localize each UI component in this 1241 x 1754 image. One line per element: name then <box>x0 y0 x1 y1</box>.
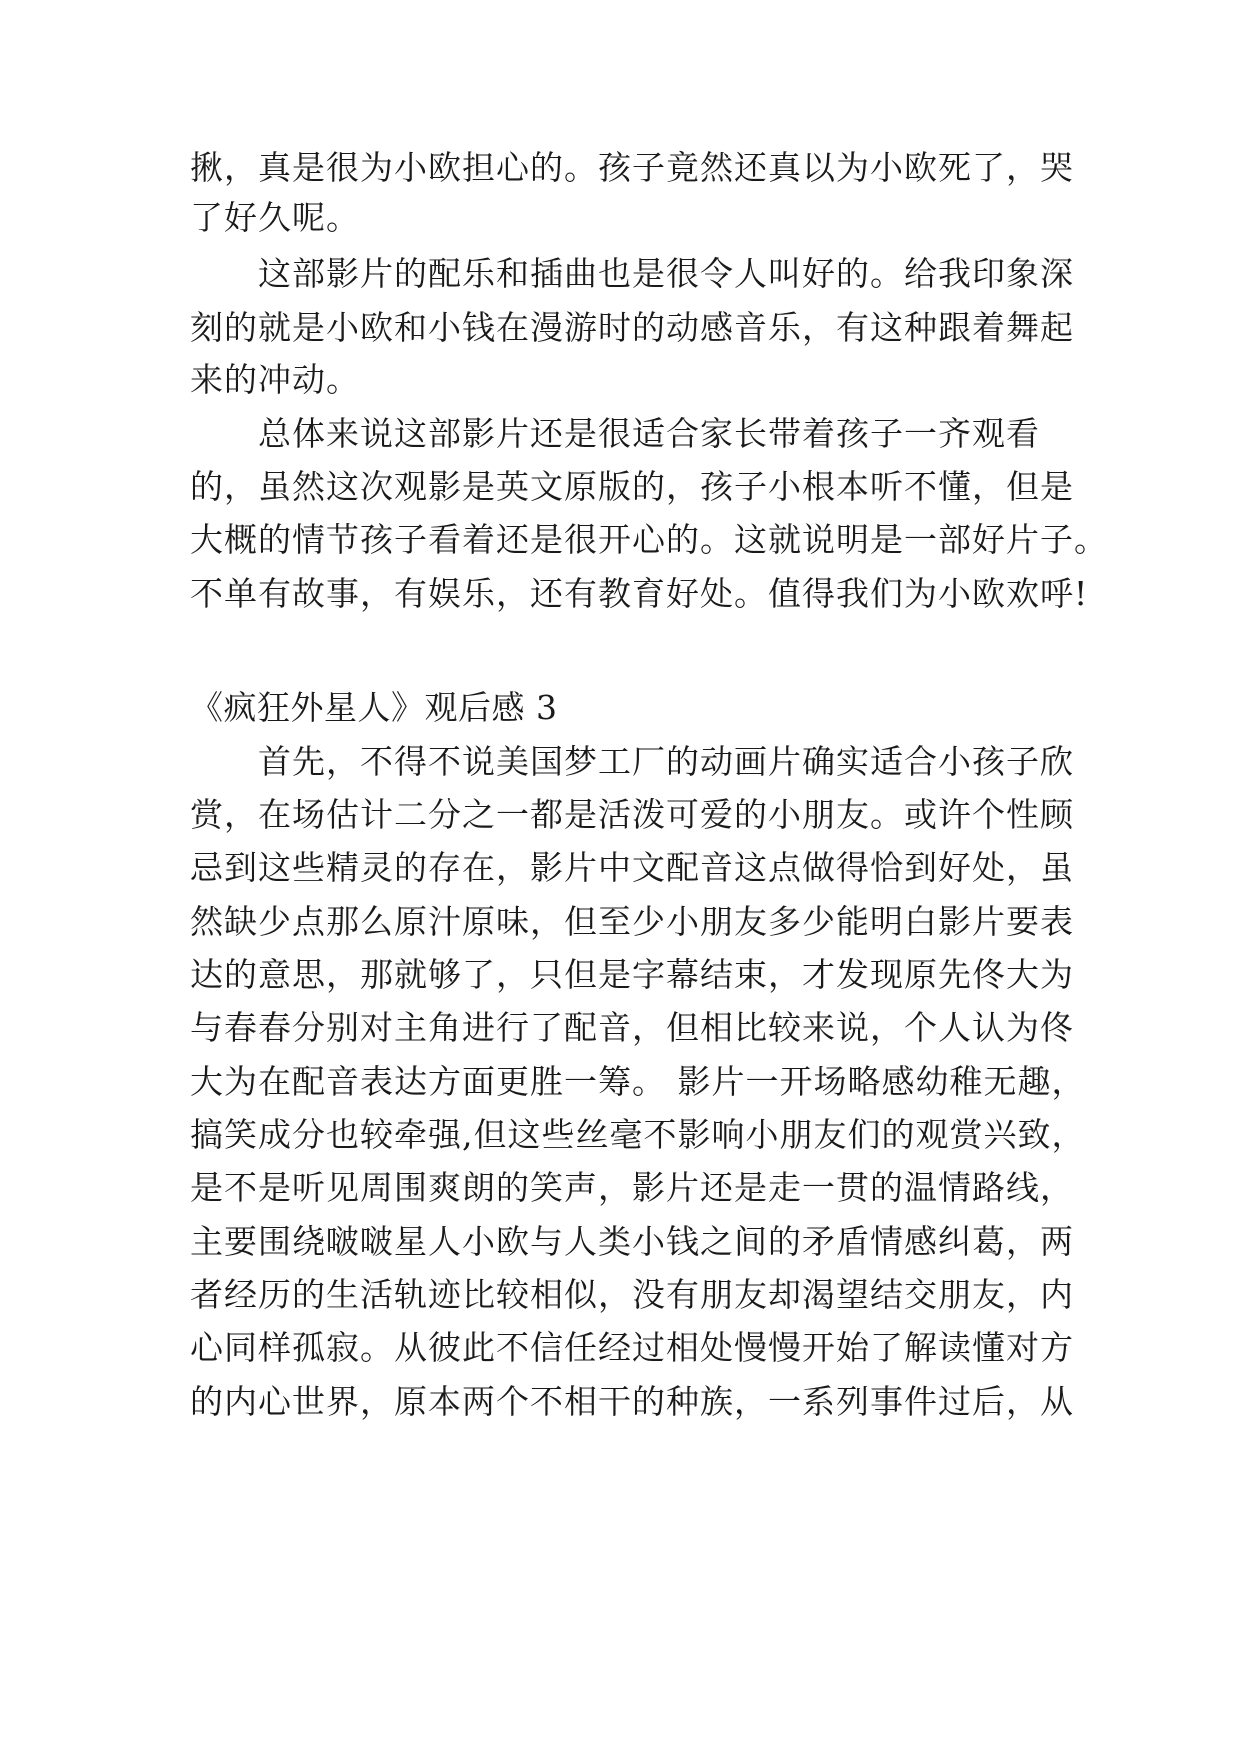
paragraph-line: 大概的情节孩子看着还是很开心的。这就说明是一部好片子。 <box>190 520 1108 559</box>
paragraph-line: 与春春分别对主角进行了配音，但相比较来说，个人认为佟 <box>190 1008 1074 1047</box>
paragraph-line: 是不是听见周围爽朗的笑声，影片还是走一贯的温情路线， <box>190 1168 1074 1207</box>
paragraph-line: 不单有故事，有娱乐，还有教育好处。值得我们为小欧欢呼! <box>190 574 1089 613</box>
paragraph-line: 赏，在场估计二分之一都是活泼可爱的小朋友。或许个性顾 <box>190 795 1074 834</box>
paragraph-line: 心同样孤寂。从彼此不信任经过相处慢慢开始了解读懂对方 <box>190 1328 1074 1367</box>
paragraph-line: 这部影片的配乐和插曲也是很令人叫好的。给我印象深 <box>258 254 1074 293</box>
paragraph-line: 然缺少点那么原汁原味，但至少小朋友多少能明白影片要表 <box>190 902 1074 941</box>
paragraph-line: 的，虽然这次观影是英文原版的，孩子小根本听不懂，但是 <box>190 467 1074 506</box>
paragraph-line: 首先，不得不说美国梦工厂的动画片确实适合小孩子欣 <box>258 742 1074 781</box>
paragraph-line: 忌到这些精灵的存在，影片中文配音这点做得恰到好处，虽 <box>190 848 1074 887</box>
paragraph-line: 来的冲动。 <box>190 360 360 399</box>
paragraph-line: 大为在配音表达方面更胜一筹。 影片一开场略感幼稚无趣， <box>190 1062 1086 1101</box>
paragraph-line: 总体来说这部影片还是很适合家长带着孩子一齐观看 <box>258 414 1040 453</box>
paragraph-line: 刻的就是小欧和小钱在漫游时的动感音乐，有这种跟着舞起 <box>190 308 1074 347</box>
paragraph-line: 主要围绕啵啵星人小欧与人类小钱之间的矛盾情感纠葛，两 <box>190 1222 1074 1261</box>
paragraph-line: 搞笑成分也较牵强,但这些丝毫不影响小朋友们的观赏兴致， <box>190 1115 1086 1154</box>
paragraph-line: 揪，真是很为小欧担心的。孩子竟然还真以为小欧死了，哭 <box>190 148 1074 187</box>
paragraph-line: 达的意思，那就够了，只但是字幕结束，才发现原先佟大为 <box>190 955 1074 994</box>
section-heading: 《疯狂外星人》观后感 3 <box>190 688 558 727</box>
paragraph-line: 者经历的生活轨迹比较相似，没有朋友却渴望结交朋友，内 <box>190 1275 1074 1314</box>
paragraph-line: 了好久呢。 <box>190 198 360 237</box>
paragraph-line: 的内心世界，原本两个不相干的种族，一系列事件过后，从 <box>190 1382 1074 1421</box>
